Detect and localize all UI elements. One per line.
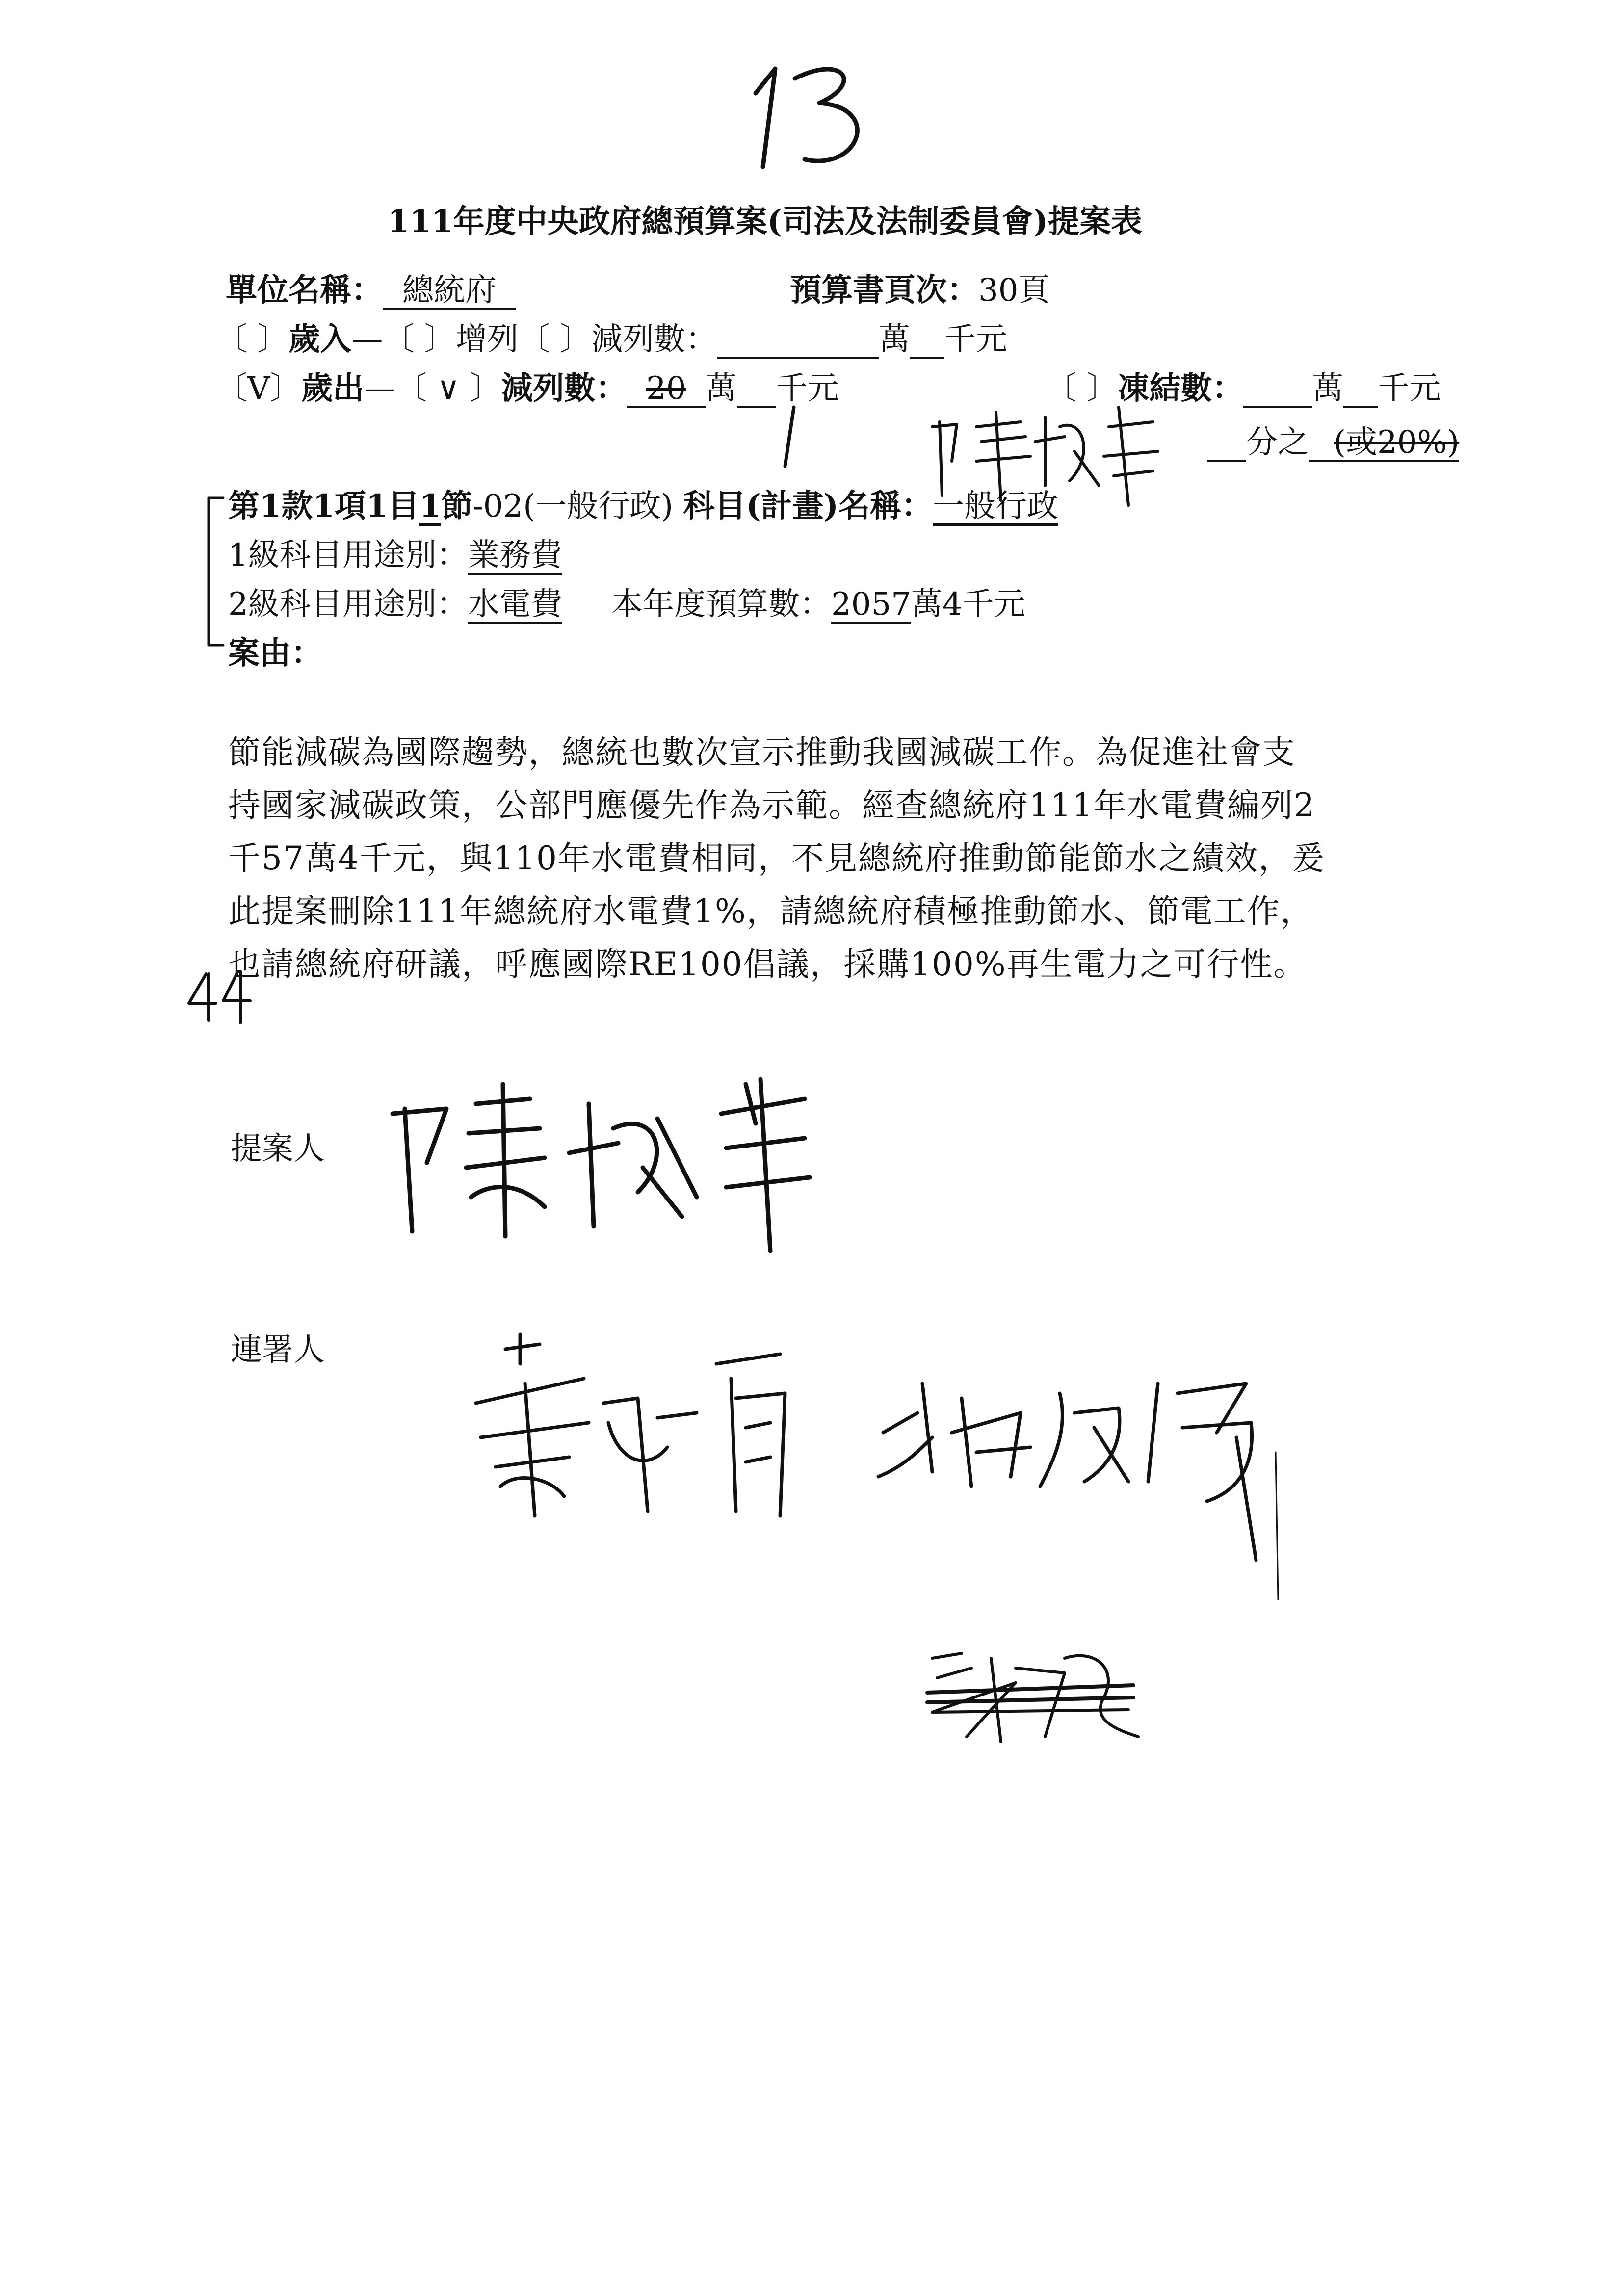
- or-percent: (或20%): [1334, 425, 1459, 462]
- revenue-label: 歲入: [288, 321, 352, 358]
- section-code-underlined: 1: [419, 489, 442, 526]
- freeze-checkbox: 〔 〕: [1045, 370, 1118, 407]
- section-bracket: [204, 493, 228, 650]
- cosigner-signature-1: [442, 1325, 824, 1550]
- cosigner-signature-2: [864, 1354, 1305, 1609]
- document-title: 111年度中央政府總預算案(司法及法制委員會)提案表: [388, 203, 1143, 240]
- page-ref-row: [790, 265, 1049, 310]
- level1-value: 業務費: [468, 538, 562, 575]
- level1-line: [228, 530, 562, 575]
- freeze-unit-wan: 萬: [1312, 370, 1344, 407]
- level2-line: [228, 579, 1025, 624]
- reason-label: 案由：: [228, 635, 322, 672]
- increase-label: 增列: [455, 321, 519, 358]
- revenue-unit-wan: 萬: [879, 321, 911, 358]
- expenditure-line: [216, 363, 839, 408]
- expenditure-unit-wan: 萬: [705, 370, 737, 407]
- fraction-blank: [1207, 425, 1246, 462]
- revenue-unit-qian: 千元: [944, 321, 1008, 358]
- margin-note-44: [182, 966, 255, 1025]
- level2-label: 2級科目用途別：: [228, 586, 468, 623]
- page-ref-label: 預算書頁次：: [790, 272, 978, 309]
- unit-label: 單位名稱：: [226, 272, 383, 309]
- freeze-label: 凍結數：: [1118, 370, 1244, 407]
- expenditure-label: 歲出: [301, 370, 365, 407]
- level1-label: 1級科目用途別：: [228, 537, 468, 574]
- check-bracket: 〔 ∨ 〕: [395, 370, 501, 407]
- unit-row: [226, 265, 516, 310]
- fraction-label: 分之: [1246, 424, 1309, 461]
- section-code-line: [228, 481, 1058, 526]
- subject-value: 一般行政: [933, 489, 1058, 526]
- revenue-decrease-label: 減列數：: [591, 321, 717, 358]
- revenue-wan-blank: [717, 322, 879, 359]
- reason-line: 持國家減碳政策，公部門應優先作為示範。經查總統府111年水電費編列2: [228, 786, 1315, 824]
- crossed-out-signature: [917, 1639, 1148, 1751]
- expenditure-checkbox: 〔V〕: [216, 370, 302, 407]
- freeze-qian-blank: [1343, 371, 1378, 408]
- expenditure-decrease-label: 減列數：: [501, 370, 627, 407]
- revenue-line: [216, 314, 1007, 359]
- reason-line: 千57萬4千元，與110年水電費相同，不見總統府推動節能節水之績效，爰: [228, 839, 1325, 877]
- reason-line: 此提案刪除111年總統府水電費1%，請總統府積極推動節水、節電工作，: [228, 892, 1314, 930]
- level2-value: 水電費: [468, 587, 562, 624]
- fraction-line: [1207, 417, 1459, 462]
- budget-label: 本年度預算數：: [611, 586, 832, 623]
- revenue-qian-blank: [910, 322, 944, 359]
- proposer-signature: [383, 1070, 824, 1256]
- unit-value: 總統府: [383, 273, 516, 310]
- section-code-suffix: 節: [441, 488, 473, 524]
- proposer-label: 提案人: [231, 1131, 325, 1167]
- reason-paragraph: [228, 726, 1325, 991]
- cosigner-label: 連署人: [231, 1332, 325, 1368]
- subject-label: 科目(計畫)名稱：: [683, 488, 933, 524]
- expenditure-unit-qian: 千元: [776, 370, 839, 407]
- decrease-checkbox: 〔 〕: [518, 321, 592, 358]
- revenue-dash: —: [351, 321, 383, 358]
- expenditure-dash: —: [364, 370, 396, 407]
- page-ref-value: 30頁: [978, 272, 1050, 309]
- handwritten-decrease-value: [770, 402, 810, 471]
- budget-value: 2057: [831, 587, 911, 624]
- program-code: -02(一般行政): [472, 488, 674, 524]
- page-number-handwritten: [736, 49, 893, 177]
- freeze-unit-qian: 千元: [1378, 370, 1441, 407]
- freeze-wan-blank: [1243, 371, 1312, 408]
- increase-checkbox: 〔 〕: [383, 321, 456, 358]
- budget-unit: 萬4千元: [911, 586, 1025, 623]
- reason-line: 也請總統府研議，呼應國際RE100倡議，採購100%再生電力之可行性。: [228, 945, 1307, 983]
- revenue-checkbox: 〔 〕: [216, 321, 289, 358]
- struck-decrease-value: 20: [627, 371, 706, 408]
- section-code-prefix: 第1款1項1目: [228, 488, 419, 524]
- fraction-blank-2: [1309, 425, 1334, 462]
- reason-line: 節能減碳為國際趨勢，總統也數次宣示推動我國減碳工作。為促進社會支: [228, 733, 1296, 771]
